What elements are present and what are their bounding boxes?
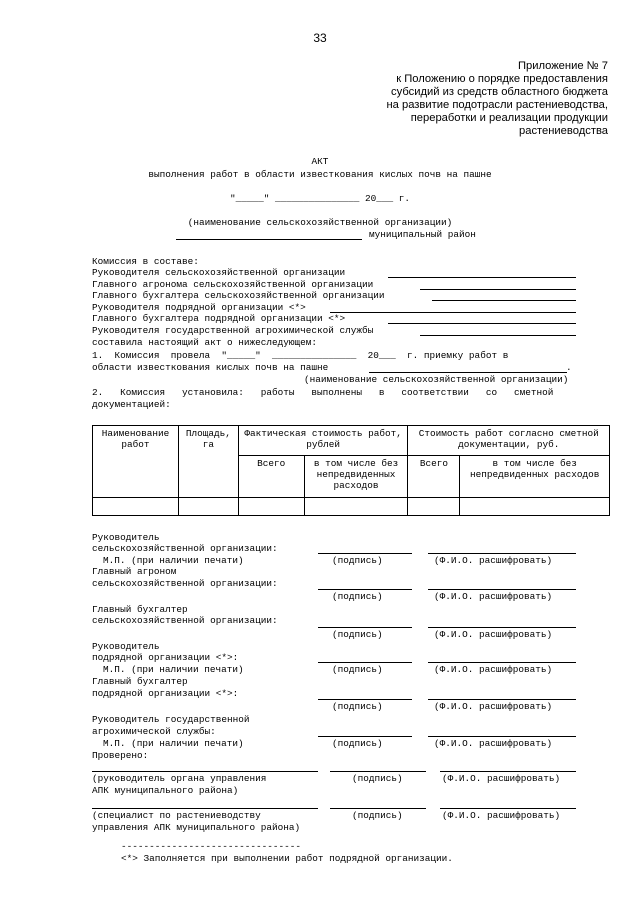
header-actual-cost: Фактическая стоимость работ, рублей: [238, 426, 408, 456]
commission-intro: Комиссия в составе:: [92, 256, 199, 267]
footnote-rule: --------------------------------: [121, 841, 302, 852]
signature-blank: [318, 662, 412, 663]
name-blank: [428, 589, 576, 590]
act-title: АКТ: [311, 156, 329, 167]
act-subtitle: выполнения работ в области известкования кислых почв на пашне: [148, 169, 492, 180]
signature-caption: (подпись): [332, 555, 383, 566]
seal-note: М.П. (при наличии печати): [103, 738, 244, 749]
header-estimate-cost: Стоимость работ согласно сметной документации, руб.: [408, 426, 610, 456]
appendix-line: переработки и реализации продукции: [410, 112, 608, 124]
page-number: 33: [313, 31, 327, 45]
apk-head-caption: (руководитель органа управления: [92, 773, 267, 784]
signature-caption: (подпись): [332, 664, 383, 675]
farm-head-org: сельскохозяйственной организации:: [92, 543, 278, 554]
name-blank: [440, 771, 576, 772]
point-1: 1. Комиссия провела "_____" _______________ 20___ г. приемку работ в: [92, 350, 509, 361]
contractor-head-org: подрядной организации <*>:: [92, 652, 239, 663]
agronom-title: Главный агроном: [92, 566, 177, 577]
checker-blank: [92, 771, 318, 772]
agrochem-head-service: агрохимической службы:: [92, 726, 216, 737]
name-blank: [428, 553, 576, 554]
commission-member: Главного агронома сельскохозяйственной организации: [92, 279, 374, 290]
commission-member: Главного бухгалтера сельскохозяйственной организации: [92, 290, 385, 301]
name-blank: [440, 808, 576, 809]
name-blank: [428, 699, 576, 700]
signature-caption: (подпись): [332, 738, 383, 749]
name-blank: [428, 627, 576, 628]
name-caption: (Ф.И.О. расшифровать): [434, 591, 553, 602]
name-caption: (Ф.И.О. расшифровать): [434, 738, 553, 749]
commission-member: Руководителя сельскохозяйственной организации: [92, 267, 346, 278]
signature-caption: (подпись): [332, 591, 383, 602]
member-blank: [388, 277, 576, 278]
commission-member: Руководителя государственной агрохимической службы: [92, 325, 374, 336]
header-total: Всего: [238, 456, 304, 498]
name-blank: [428, 662, 576, 663]
header-total-estimate: Всего: [408, 456, 460, 498]
appendix-line: субсидий из средств областного бюджета: [391, 86, 608, 98]
member-blank: [420, 335, 576, 336]
accountant-title: Главный бухгалтер: [92, 604, 188, 615]
appendix-line: к Положению о порядке предоставления: [396, 73, 608, 85]
name-caption: (Ф.И.О. расшифровать): [442, 773, 561, 784]
org-blank: [369, 372, 567, 373]
header-area: Площадь, га: [178, 426, 238, 498]
signature-blank: [318, 699, 412, 700]
checker-blank: [92, 808, 318, 809]
header-work-name: Наименование работ: [93, 426, 179, 498]
district-label: муниципальный район: [369, 229, 476, 240]
header-excluding-unforeseen: в том числе без непредвиденных расходов: [304, 456, 408, 498]
table-cell: [238, 498, 304, 516]
commission-member: Главного бухгалтера подрядной организации <*>: [92, 313, 346, 324]
signature-blank: [330, 808, 426, 809]
seal-note: М.П. (при наличии печати): [103, 664, 244, 675]
member-blank: [432, 300, 576, 301]
commission-member: Руководителя подрядной организации <*>: [92, 302, 306, 313]
farm-head-title: Руководитель: [92, 532, 160, 543]
name-caption: (Ф.И.О. расшифровать): [434, 629, 553, 640]
contractor-accountant-title: Главный бухгалтер: [92, 676, 188, 687]
member-blank: [420, 289, 576, 290]
header-excluding-unforeseen-estimate: в том числе без непредвиденных расходов: [460, 456, 610, 498]
member-blank: [330, 312, 576, 313]
signature-caption: (подпись): [332, 629, 383, 640]
table-cell: [178, 498, 238, 516]
signature-blank: [318, 736, 412, 737]
table-cell: [408, 498, 460, 516]
name-caption: (Ф.И.О. расшифровать): [434, 555, 553, 566]
period: .: [566, 362, 572, 373]
name-caption: (Ф.И.О. расшифровать): [442, 810, 561, 821]
seal-note: М.П. (при наличии печати): [103, 555, 244, 566]
appendix-line: Приложение № 7: [517, 60, 608, 72]
table-cell: [460, 498, 610, 516]
appendix-line: растениеводства: [519, 125, 608, 137]
appendix-line: на развитие подотрасли растениеводства,: [386, 99, 608, 111]
signature-caption: (подпись): [352, 773, 403, 784]
specialist-caption: (специалист по растениеводству: [92, 810, 261, 821]
signature-blank: [318, 627, 412, 628]
appendix-header: [288, 60, 608, 138]
specialist-caption-cont: управления АПК муниципального района): [92, 822, 301, 833]
point-2: 2. Комиссия установила: работы выполнены в соответствии со сметной: [92, 387, 554, 398]
accountant-org: сельскохозяйственной организации:: [92, 615, 278, 626]
agrochem-head-title: Руководитель государственной: [92, 714, 250, 725]
table-cell: [93, 498, 179, 516]
signature-caption: (подпись): [352, 810, 403, 821]
name-caption: (Ф.И.О. расшифровать): [434, 701, 553, 712]
footnote-text: <*> Заполняется при выполнении работ подрядной организации.: [121, 853, 453, 864]
table-cell: [304, 498, 408, 516]
point-1-cont: области известкования кислых почв на пашне: [92, 362, 329, 373]
name-blank: [428, 736, 576, 737]
contractor-accountant-org: подрядной организации <*>:: [92, 688, 239, 699]
point-2-cont: документацией:: [92, 399, 171, 410]
member-blank: [388, 323, 576, 324]
signature-blank: [318, 553, 412, 554]
point-1-caption: (наименование сельскохозяйственной организации): [304, 374, 569, 385]
agronom-org: сельскохозяйственной организации:: [92, 578, 278, 589]
signature-blank: [330, 771, 426, 772]
act-date-line: "_____" _______________ 20___ г.: [229, 193, 411, 204]
works-table: [92, 425, 610, 516]
name-caption: (Ф.И.О. расшифровать): [434, 664, 553, 675]
commission-composed: составила настоящий акт о нижеследующем:: [92, 337, 318, 348]
org-name-caption: (наименование сельскохозяйственной организации): [187, 217, 453, 228]
signature-blank: [318, 589, 412, 590]
apk-head-caption-cont: АПК муниципального района): [92, 785, 239, 796]
checked-label: Проверено:: [92, 750, 149, 761]
contractor-head-title: Руководитель: [92, 641, 160, 652]
district-blank: [176, 239, 362, 240]
signature-caption: (подпись): [332, 701, 383, 712]
